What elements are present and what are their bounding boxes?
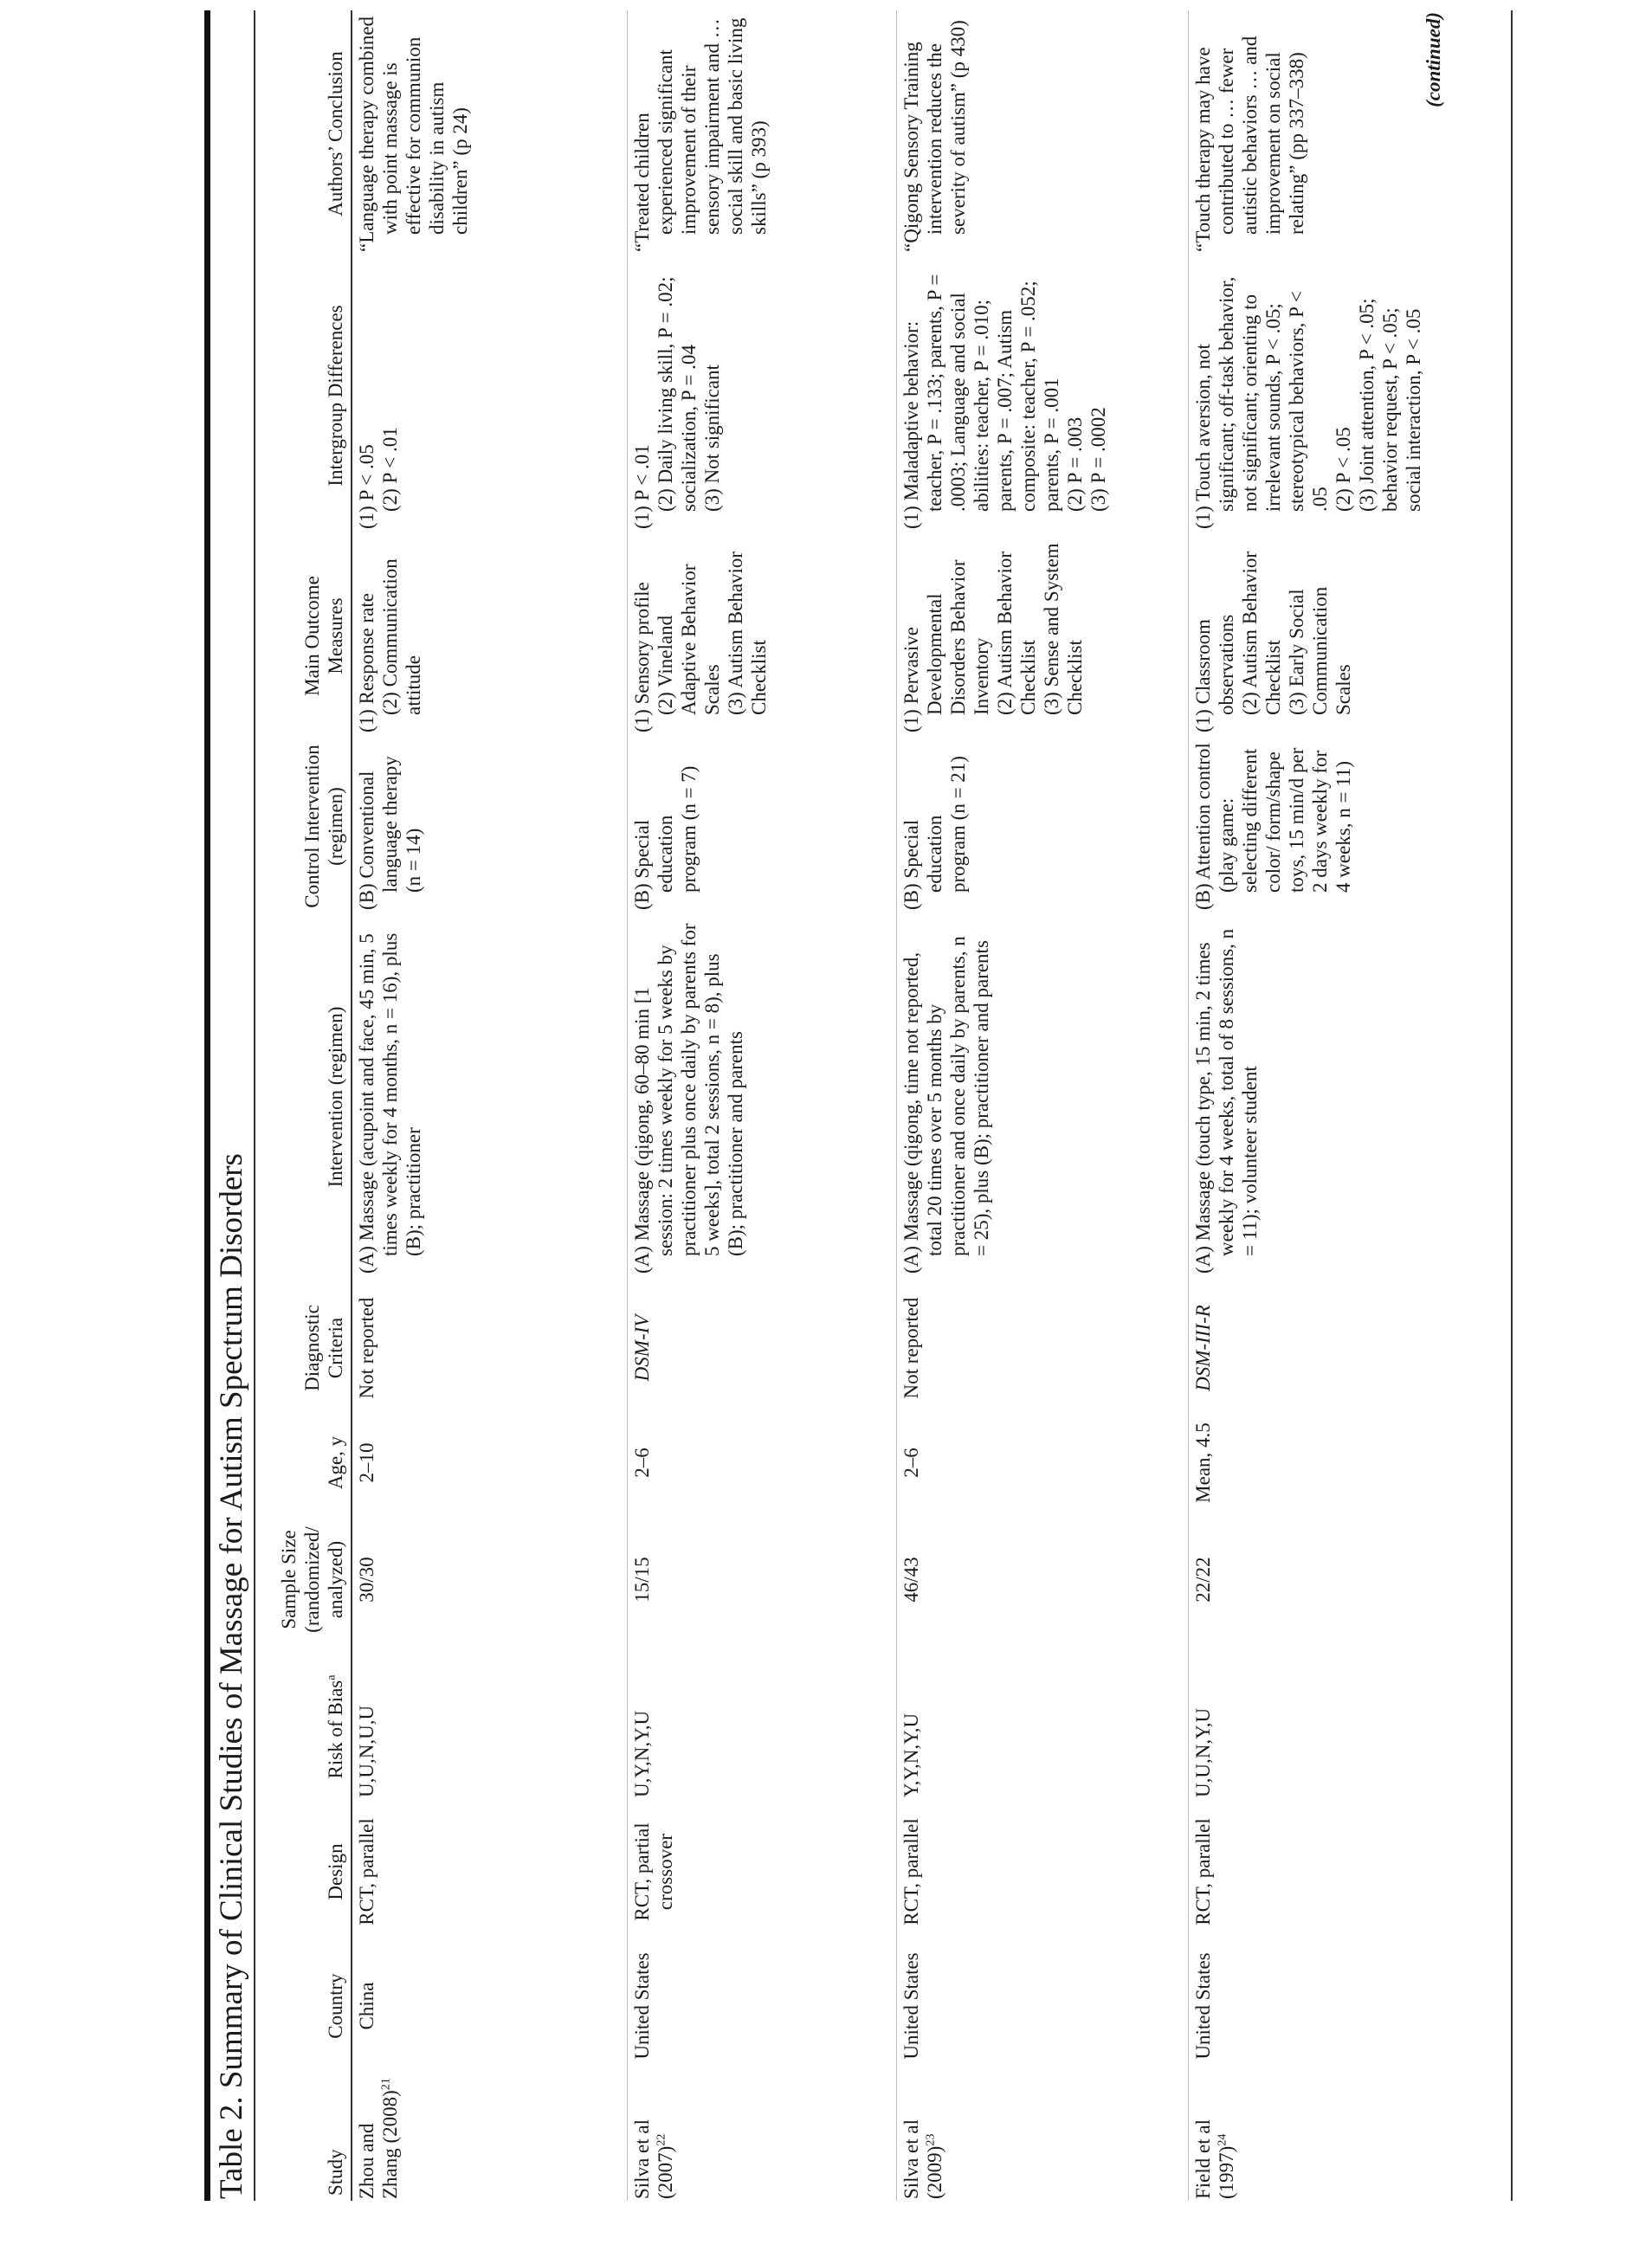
table-title: Table 2. Summary of Clinical Studies of Massage for Autism Spectrum Disorders <box>214 1153 249 2199</box>
reference-number: 24 <box>1215 2133 1229 2146</box>
cell-control: (B) Attention control (play game: selecting different color/ form/shape toys, 15 min/d per 2 days weekly for 4 weeks, n = 11) <box>1188 738 1512 915</box>
cell-differences: (1) P < .01 (2) Daily living skill, P = .02; socialization, P = .04 (3) Not significant <box>627 257 896 534</box>
cell-criteria: DSM-IV <box>627 1279 896 1417</box>
cell-bias: U,U,N,Y,U <box>1188 1651 1512 1803</box>
study-name: Zhou and Zhang (2008) <box>356 2090 401 2199</box>
footnote-marker: a <box>325 1674 339 1680</box>
cell-bias: U,U,N,U,U <box>352 1651 627 1803</box>
cell-design: RCT, parallel <box>1188 1803 1512 1941</box>
cell-outcomes: (1) Classroom observations (2) Autism Behavior Checklist (3) Early Social Communication Scales <box>1188 534 1512 738</box>
cell-outcomes: (1) Response rate (2) Communication attitude <box>352 534 627 738</box>
header-country: Country <box>256 1941 352 2071</box>
cell-age: 2–6 <box>896 1417 1188 1508</box>
reference-number: 21 <box>379 2078 393 2091</box>
study-name: Silva et al (2009) <box>900 2119 945 2199</box>
header-conclusion: Authors’ Conclusion <box>256 10 352 257</box>
header-intervention: Intervention (regimen) <box>256 915 352 1279</box>
continued-note: (continued) <box>1423 12 1444 107</box>
header-design: Design <box>256 1803 352 1941</box>
cell-conclusion: “Treated children experienced significant improvement of their sensory impairment and … social skill and basic living skills” (p 393) <box>627 10 896 257</box>
cell-criteria: Not reported <box>352 1279 627 1417</box>
cell-intervention: (A) Massage (qigong, 60–80 min [1 session: 2 times weekly for 5 weeks by practitioner plus once daily by parents for 5 weeks], total 2 sessions, n = 8), plus (B); practitioner and parents <box>627 915 896 1279</box>
cell-study <box>896 2071 1188 2201</box>
header-study: Study <box>256 2071 352 2201</box>
cell-conclusion: “Language therapy combined with point massage is effective for communion disability in autism children” (p 24) <box>352 10 627 257</box>
header-age: Age, y <box>256 1417 352 1508</box>
cell-design: RCT, parallel <box>896 1803 1188 1941</box>
cell-control: (B) Special education program (n = 7) <box>627 738 896 915</box>
header-differences: Intergroup Differences <box>256 257 352 534</box>
table-row <box>896 10 1188 2201</box>
cell-criteria: DSM-III-R <box>1188 1279 1512 1417</box>
cell-age: 2–6 <box>627 1417 896 1508</box>
cell-study <box>1188 2071 1512 2201</box>
cell-country: United States <box>1188 1941 1512 2071</box>
header-row <box>256 10 352 2201</box>
cell-intervention: (A) Massage (touch type, 15 min, 2 times weekly for 4 weeks, total of 8 sessions, n = 11); volunteer student <box>1188 915 1512 1279</box>
cell-outcomes: (1) Pervasive Developmental Disorders Behavior Inventory (2) Autism Behavior Checklist (3) Sense and System Checklist <box>896 534 1188 738</box>
cell-bias: Y,Y,N,Y,U <box>896 1651 1188 1803</box>
cell-conclusion: “Qigong Sensory Training intervention reduces the severity of autism” (p 430) <box>896 10 1188 257</box>
cell-sample: 30/30 <box>352 1508 627 1651</box>
cell-study <box>627 2071 896 2201</box>
cell-differences: (1) P < .05 (2) P < .01 <box>352 257 627 534</box>
table-row <box>1188 10 1512 2201</box>
cell-outcomes: (1) Sensory profile (2) Vineland Adaptive Behavior Scales (3) Autism Behavior Checklist <box>627 534 896 738</box>
cell-conclusion: “Touch therapy may have contributed to … fewer autistic behaviors … and improvement on social relating” (pp 337–338) <box>1188 10 1512 257</box>
reference-number: 22 <box>654 2133 668 2146</box>
cell-sample: 46/43 <box>896 1508 1188 1651</box>
header-control: Control Intervention (regimen) <box>256 738 352 915</box>
header-risk-label: Risk of Bias <box>325 1680 346 1779</box>
cell-control: (B) Special education program (n = 21) <box>896 738 1188 915</box>
reference-number: 23 <box>923 2133 937 2146</box>
top-rule <box>204 10 210 2201</box>
cell-study <box>352 2071 627 2201</box>
cell-sample: 22/22 <box>1188 1508 1512 1651</box>
study-name: Field et al (1997) <box>1191 2119 1237 2199</box>
header-risk-of-bias <box>256 1651 352 1803</box>
cell-country: China <box>352 1941 627 2071</box>
cell-country: United States <box>627 1941 896 2071</box>
cell-age: 2–10 <box>352 1417 627 1508</box>
title-rule <box>254 10 255 2201</box>
cell-bias: U,Y,N,Y,U <box>627 1651 896 1803</box>
cell-sample: 15/15 <box>627 1508 896 1651</box>
cell-country: United States <box>896 1941 1188 2071</box>
cell-design: RCT, parallel <box>352 1803 627 1941</box>
studies-table <box>256 10 1513 2201</box>
table-row <box>627 10 896 2201</box>
cell-age: Mean, 4.5 <box>1188 1417 1512 1508</box>
table-row <box>352 10 627 2201</box>
study-name: Silva et al (2007) <box>630 2119 676 2199</box>
cell-intervention: (A) Massage (qigong, time not reported, total 20 times over 5 months by practitioner and once daily by parents, n = 25), plus (B); practitioner and parents <box>896 915 1188 1279</box>
header-diagnostic-criteria: Diagnostic Criteria <box>256 1279 352 1417</box>
header-sample-size: Sample Size (randomized/ analyzed) <box>256 1508 352 1651</box>
cell-control: (B) Conventional language therapy (n = 14) <box>352 738 627 915</box>
cell-differences: (1) Maladaptive behavior: teacher, P = .133; parents, P = .0003; Language and social abilities: teacher, P = .010; parents, P = .007; Autism composite: teacher, P = .052; parents, P = .001 (2) P = .003 (3) P = .0002 <box>896 257 1188 534</box>
cell-design: RCT, partial crossover <box>627 1803 896 1941</box>
cell-intervention: (A) Massage (acupoint and face, 45 min, 5 times weekly for 4 months, n = 16), plus (B); practitioner <box>352 915 627 1279</box>
cell-criteria: Not reported <box>896 1279 1188 1417</box>
header-outcomes: Main Outcome Measures <box>256 534 352 738</box>
cell-differences: (1) Touch aversion, not significant; off-task behavior, not significant; orienting to irrelevant sounds, P < .05; stereotypical behaviors, P < .05 (2) P < .05 (3) Joint attention, P < .05; behavior request, P < .05; social interaction, P < .05 <box>1188 257 1512 534</box>
